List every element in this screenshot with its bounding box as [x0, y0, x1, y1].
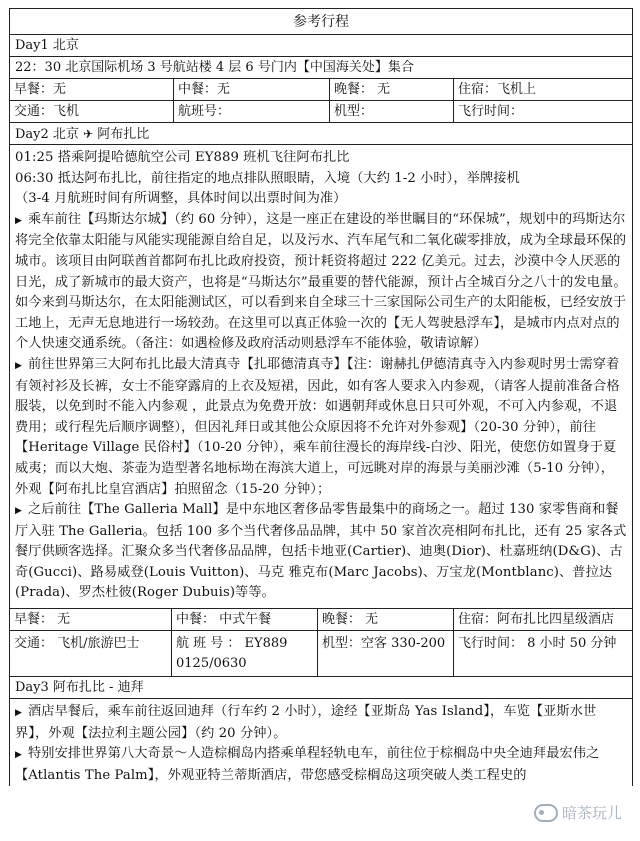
day3-heading: Day3 阿布扎比 - 迪拜 — [10, 677, 632, 699]
day2-meals-row — [10, 609, 632, 631]
day2-heading-from: Day2 北京 — [15, 127, 79, 142]
day2-heading — [10, 123, 632, 145]
day1-transport: 交通：飞机 — [10, 101, 174, 122]
day1-meals-row — [10, 79, 632, 101]
day2-flight-no: 航 班 号 ： EY889 0125/0630 — [172, 631, 318, 676]
watermark-text: 暗茶玩儿 — [561, 804, 622, 822]
day3-bullet-text: 特别安排世界第八大奇景～人造棕榈岛内搭乘单程轻轨电车，前往位于棕榈岛中央全迪拜最宏伟之【Atlantis The Palm】，外观亚特兰蒂斯酒店，带您感受棕榈岛这项突破人类工程史的 — [15, 746, 600, 783]
day1-breakfast: 早餐：无 — [10, 79, 174, 100]
day3-bullet-yas — [15, 702, 627, 744]
day1-transport-row — [10, 101, 632, 123]
day2-bullet-masdar — [15, 210, 627, 355]
day2-line: （3-4 月航班时间有所调整，具体时间以出票时间为准） — [15, 191, 347, 207]
day1-dinner: 晚餐： 无 — [330, 79, 454, 100]
bullet-icon: ▶ — [15, 360, 23, 371]
airplane-icon: ✈ — [83, 127, 94, 141]
day2-bullet-text: 前往世界第三大阿布扎比最大清真寺【扎耶德清真寺】【注：谢赫扎伊德清真寺入内参观时男士需穿着有领衬衫及长裤，女士不能穿露肩的上衣及短裙，因此，如有客人要求入内参观，（请客人提前准备合格服装，以免到时不能入内参观 ，此景点为免费开放：如遇朝拜或休息日只可外观，不可入内参观，不退费用；或行程先后顺序调整），但因礼拜日或其他公众原因将不允许对外参观】（20-30 分钟），前往【Heritage Village 民俗村】（10-20 分钟），乘车前往漫长的海岸线-白沙、阳光，使您仿如置身于夏威夷；而以大炮、茶壶为造型著名地标坳在海滨大道上，可远眺对岸的海景与美丽沙滩（5-10 分钟），外观【阿布扎比皇宫酒店】拍照留念（15-20 分钟）； — [15, 356, 620, 497]
day2-breakfast: 早餐： 无 — [10, 609, 172, 630]
day2-lunch: 中餐： 中式午餐 — [172, 609, 318, 630]
day2-flight-time: 飞行时间： 8 小时 50 分钟 — [458, 636, 617, 652]
watermark — [534, 802, 622, 823]
day2-transport: 交通： 飞机/旅游巴士 — [10, 631, 172, 676]
day2-bullet-mosque — [15, 355, 627, 500]
day2-hotel: 住宿：阿布扎比四星级酒店 — [458, 612, 615, 628]
day2-bullet-galleria — [15, 500, 627, 604]
day2-bullet-text: 乘车前往【玛斯达尔城】（约 60 分钟），这是一座正在建设的举世瞩目的“环保城”，规划中的玛斯达尔将完全依靠太阳能与风能实现能源自给自足，以及污水、汽车尾气和二氧化碳零排放，成为全球最环保的城市。该项目由阿联酋首都阿布扎比政府投资，预计耗资将超过 222 亿美元。过去，沙漠中令人厌恶的日光，成了新城市的最大资产，也将是“马斯达尔”最重要的替代能源，预计占全城百分之八十的发电量。如今来到马斯达尔，在太阳能测试区，可以看到来自全球三十三家国际公司生产的太阳能板，已经安放于工地上，无声无息地进行一场较劲。在这里可以真正体验一次的【无人驾驶悬浮车】，是城市内点对点的个人快速交通系统。（备注：如遇检修及政府活动则悬浮车不能体验，敬请谅解） — [15, 211, 627, 352]
day1-flight-no: 航班号： — [174, 101, 330, 122]
day2-bullet-text: 之后前往【The Galleria Mall】是中东地区奢侈品零售最集中的商场之一。超过 130 家零售商和餐厅入驻 The Galleria。包括 100 多个当代奢侈品品牌，其中 50 家首次亮相阿布扎比，还有 25 家各式餐厅供顾客选择。汇聚众多当代奢侈品品牌，包括卡地亚(Cartier)、迪奥(Dior)、杜嘉班纳(D&G)、古奇(Gucci)、路易威登(Louis Vuitton)、马克 雅克布(Marc Jacobs)、万宝龙(Montblanc)、普拉达(Prada)、罗杰杜彼(Roger Dubuis)等等。 — [15, 502, 627, 601]
itinerary-table — [9, 8, 633, 786]
day2-line: 01:25 搭乘阿提哈德航空公司 EY889 班机飞往阿布扎比 — [15, 150, 350, 165]
day3-bullet-text: 酒店早餐后，乘车前往返回迪拜（行车约 2 小时），途经【亚斯岛 Yas Island】，车览【亚斯水世界】，外观【法拉利主题公园】（约 20 分钟）。 — [15, 704, 597, 741]
wechat-icon — [534, 804, 558, 822]
day1-lunch: 中餐：无 — [174, 79, 330, 100]
table-title: 参考行程 — [10, 9, 632, 35]
day1-flight-time: 飞行时间： — [458, 104, 524, 119]
bullet-icon: ▶ — [15, 750, 23, 761]
bullet-icon: ▶ — [15, 708, 23, 719]
day1-aircraft: 机型： — [330, 101, 454, 122]
day1-heading: Day1 北京 — [10, 35, 632, 57]
day2-heading-to: 阿布扎比 — [97, 127, 150, 142]
bullet-icon: ▶ — [15, 215, 23, 226]
day2-content — [10, 145, 632, 609]
day1-hotel: 住宿：飞机上 — [458, 82, 537, 97]
bullet-icon: ▶ — [15, 506, 23, 517]
day1-meeting: 22：30 北京国际机场 3 号航站楼 4 层 6 号门内【中国海关处】集合 — [10, 57, 632, 79]
day3-content — [10, 699, 632, 786]
day3-bullet-palm — [15, 744, 627, 786]
day2-line: 06:30 抵达阿布扎比，前往指定的地点排队照眼睛，入境（大约 1-2 小时），举牌接机 — [15, 170, 520, 186]
day2-aircraft: 机型：空客 330-200 — [318, 631, 454, 676]
day2-dinner: 晚餐： 无 — [318, 609, 454, 630]
day2-transport-row — [10, 631, 632, 677]
